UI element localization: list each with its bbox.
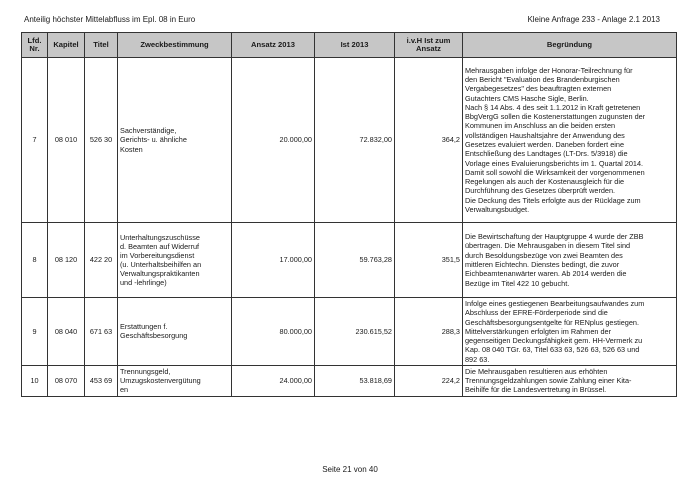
col-header-begruendung: Begründung — [463, 33, 677, 58]
begruendung-line: Entschließung des Landtages (LT-Drs. 5/3918) die — [465, 149, 628, 159]
table-header-row — [22, 33, 677, 58]
zweck-line: im Vorbereitungsdienst — [120, 250, 195, 260]
zweck-line: d. Beamten auf Widerruf — [120, 241, 200, 251]
begruendung-line: den Bericht "Evaluation des Brandenburgischen — [465, 75, 620, 85]
begruendung-line: durch Besoldungsbezüge von zwei Beamten des — [465, 250, 623, 260]
cell-lfd: 7 — [22, 58, 48, 223]
zweck-line: en — [120, 385, 129, 395]
cell-ivh: 351,5 — [395, 223, 463, 298]
zweck-line: Sachverständige, — [120, 126, 177, 136]
cell-ansatz: 80.000,00 — [232, 298, 315, 366]
begruendung-line: Nach § 14 Abs. 4 des seit 1.1.2012 in Kraft getretenen — [465, 102, 641, 112]
begruendung-line: Durchführung des Gesetzes überprüft werden. — [465, 186, 616, 196]
cell-ansatz: 17.000,00 — [232, 223, 315, 298]
cell-titel: 422 20 — [85, 223, 118, 298]
header-document-title: Anteilig höchster Mittelabfluss im Epl. 08 in Euro — [24, 15, 196, 24]
header-reference: Kleine Anfrage 233 - Anlage 2.1 2013 — [527, 15, 660, 24]
cell-ist: 53.818,69 — [315, 365, 395, 396]
begruendung-line: übertragen. Die Mehrausgaben in diesem Titel sind — [465, 241, 631, 251]
col-header-zweck: Zweckbestimmung — [118, 33, 232, 58]
cell-kapitel: 08 010 — [48, 58, 85, 223]
cell-zweck — [118, 298, 232, 366]
zweck-line: Verwaltungspraktikanten — [120, 269, 200, 279]
begruendung-line: Kap. 08 040 TGr. 63, Titel 633 63, 526 63, 526 63 und — [465, 345, 640, 355]
zweck-line: (u. Unterhaltsbeihilfen an — [120, 260, 202, 269]
begruendung-line: vollständigen Haushaltsjahre der Anwendung des — [465, 130, 625, 140]
begruendung-line: 892 63. — [465, 354, 490, 364]
col-header-lfd: Lfd. Nr. — [22, 33, 48, 58]
cell-lfd: 8 — [22, 223, 48, 298]
begruendung-line: Vergabegesetzes" des beauftragten externen — [465, 84, 612, 94]
col-header-ivh: i.v.H Ist zum Ansatz — [395, 33, 463, 58]
cell-titel: 453 69 — [85, 365, 118, 396]
cell-ist: 230.615,52 — [315, 298, 395, 366]
zweck-line: Trennungsgeld, — [120, 367, 171, 377]
cell-ansatz: 24.000,00 — [232, 365, 315, 396]
table-row — [22, 58, 677, 223]
cell-lfd: 9 — [22, 298, 48, 366]
cell-titel: 526 30 — [85, 58, 118, 223]
cell-ivh: 288,3 — [395, 298, 463, 366]
begruendung-line: Abschluss der EFRE-Förderperiode sind die — [465, 308, 608, 318]
col-header-titel: Titel — [85, 33, 118, 58]
cell-begruendung — [463, 58, 677, 223]
begruendung-line: Trennungsgeldzahlungen sowie Zahlung einer Kita- — [465, 376, 632, 386]
zweck-line: Erstattungen f. — [120, 322, 168, 332]
begruendung-line: Mittelverstärkungen erfolgten im Rahmen der — [465, 326, 612, 336]
begruendung-line: Eichbeamtenanwärter waren. Ab 2014 werden die — [465, 269, 627, 279]
begruendung-line: Kommunen im Anschluss an die beiden ersten — [465, 121, 616, 131]
begruendung-line: Die Mehrausgaben resultieren aus erhöhten — [465, 366, 608, 376]
table-row — [22, 223, 677, 298]
cell-kapitel: 08 040 — [48, 298, 85, 366]
cell-ansatz: 20.000,00 — [232, 58, 315, 223]
cell-titel: 671 63 — [85, 298, 118, 366]
zweck-line: Geschäftsbesorgung — [120, 331, 188, 341]
cell-begruendung — [463, 365, 677, 396]
cell-zweck — [118, 223, 232, 298]
begruendung-line: Geschäftsbesorgungsentgelte für RENplus gestiegen. — [465, 317, 640, 327]
zweck-line: Umzugskostenvergütung — [120, 376, 201, 386]
cell-lfd: 10 — [22, 365, 48, 396]
begruendung-line: BbgVergG sollen die Kostenerstattungen zugunsten der — [465, 112, 646, 122]
cell-kapitel: 08 120 — [48, 223, 85, 298]
cell-ist: 72.832,00 — [315, 58, 395, 223]
begruendung-line: mittleren Eichtechn. Dienstes bedingt, die zuvor — [465, 260, 620, 269]
begruendung-line: Regelungen als auch der Kostenausgleich für die — [465, 177, 625, 187]
zweck-line: Unterhaltungszuschüsse — [120, 232, 200, 242]
begruendung-line: Damit soll sowohl die Wirksamkeit der vorgenommenen — [465, 167, 645, 177]
table-row — [22, 298, 677, 366]
begruendung-line: Vorlage eines Evaluierungsberichts im 1. Quartal 2014. — [465, 158, 644, 168]
begruendung-line: Beihilfe für die Landesvertretung in Brüssel. — [465, 385, 607, 395]
cell-ist: 59.763,28 — [315, 223, 395, 298]
cell-kapitel: 08 070 — [48, 365, 85, 396]
cell-begruendung — [463, 223, 677, 298]
cell-zweck — [118, 365, 232, 396]
budget-table — [21, 32, 677, 397]
col-header-ist: Ist 2013 — [315, 33, 395, 58]
begruendung-line: Die Deckung des Titels erfolgte aus der Rücklage zum — [465, 195, 641, 205]
page-number: Seite 21 von 40 — [322, 465, 378, 474]
zweck-line: Kosten — [120, 144, 143, 154]
cell-begruendung — [463, 298, 677, 366]
table-row — [22, 365, 677, 396]
begruendung-line: Die Bewirtschaftung der Hauptgruppe 4 wurde der ZBB — [465, 232, 644, 242]
begruendung-line: gegenseitigen Deckungsfähigkeit gem. HH-Vermerk zu — [465, 336, 643, 346]
col-header-ansatz: Ansatz 2013 — [232, 33, 315, 58]
begruendung-line: Mehrausgaben infolge der Honorar-Teilrechnung für — [465, 65, 633, 75]
begruendung-line: Infolge eines gestiegenen Bearbeitungsaufwandes zum — [465, 299, 645, 308]
cell-ivh: 364,2 — [395, 58, 463, 223]
begruendung-line: Gutachters CMS Hasche Sigle, Berlin. — [465, 93, 589, 103]
cell-ivh: 224,2 — [395, 365, 463, 396]
zweck-line: und -lehrlinge) — [120, 278, 167, 288]
cell-zweck — [118, 58, 232, 223]
zweck-line: Gerichts- u. ähnliche — [120, 135, 187, 145]
begruendung-line: Verwaltungsbudget. — [465, 204, 530, 214]
col-header-kapitel: Kapitel — [48, 33, 85, 58]
begruendung-line: Bezüge im Titel 422 10 gebucht. — [465, 278, 570, 288]
begruendung-line: Gesetzes evaluiert werden. Daneben fordert eine — [465, 140, 625, 149]
